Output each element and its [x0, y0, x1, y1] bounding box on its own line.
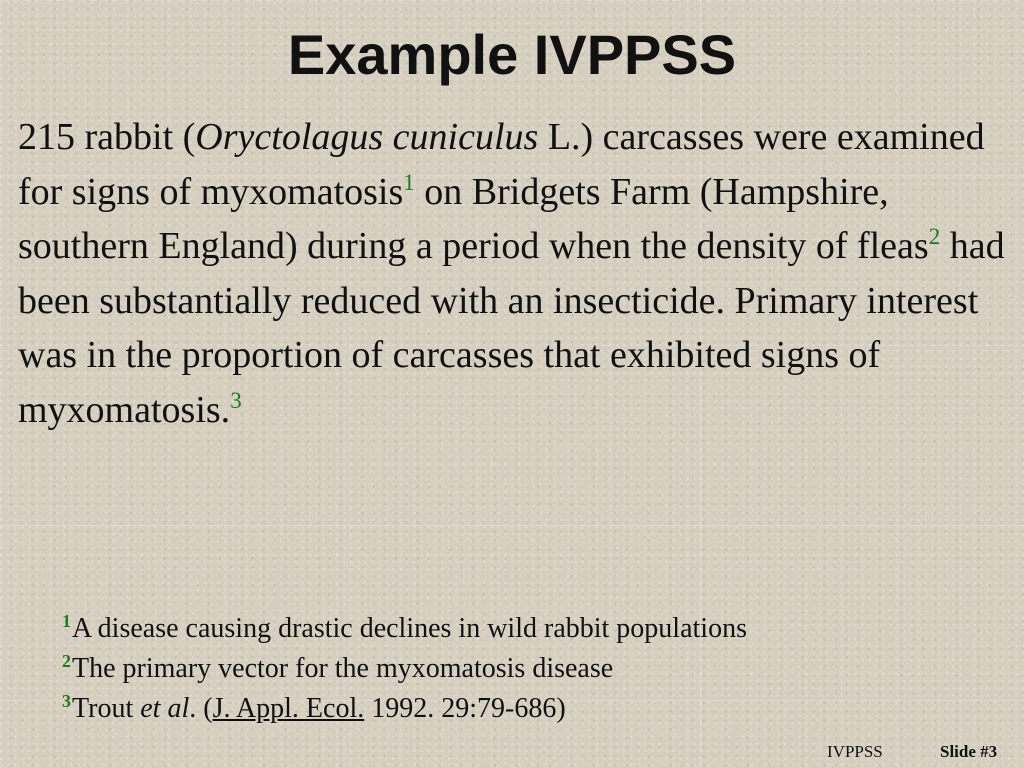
citation-et-al: et al — [140, 693, 190, 724]
footnote-number: 2 — [62, 651, 71, 671]
body-text-4: had been substantially reduced with an insecticide. Primary interest was in the proportion of carcasses that exhibited signs of myxomatosis. — [18, 225, 1005, 431]
footnote-3 — [62, 689, 1002, 729]
footnote-ref-3: 3 — [230, 387, 242, 413]
citation-details: 1992. 29:79-686) — [364, 693, 566, 724]
footnote-text: The primary vector for the myxomatosis disease — [72, 653, 614, 684]
species-name: Oryctolagus cuniculus — [195, 116, 539, 158]
body-text-3: on Bridgets Farm (Hampshire, southern England) during a period when the density of fleas — [18, 170, 929, 267]
footnote-ref-2: 2 — [928, 224, 941, 249]
slide-number: Slide #3 — [940, 742, 998, 761]
footnote-number: 1 — [62, 611, 71, 631]
footnotes — [62, 609, 1002, 729]
body-paragraph — [18, 110, 1008, 437]
footer-course-label: IVPPSS — [827, 742, 883, 761]
citation-author: Trout — [72, 693, 141, 724]
footnote-ref-1: 1 — [403, 169, 415, 195]
body-text-1: 215 rabbit ( — [18, 116, 196, 158]
body-text-2: L.) carcasses were examined for signs of myxomatosis — [18, 116, 985, 213]
footnote-1 — [62, 609, 1002, 649]
citation-separator: . ( — [189, 693, 213, 724]
footnote-number: 3 — [62, 691, 71, 711]
slide-title: Example IVPPSS — [287, 23, 737, 86]
footnote-2 — [62, 649, 1002, 689]
journal-link[interactable]: J. Appl. Ecol. — [212, 693, 365, 724]
footnote-text: A disease causing drastic declines in wild rabbit populations — [72, 613, 747, 644]
